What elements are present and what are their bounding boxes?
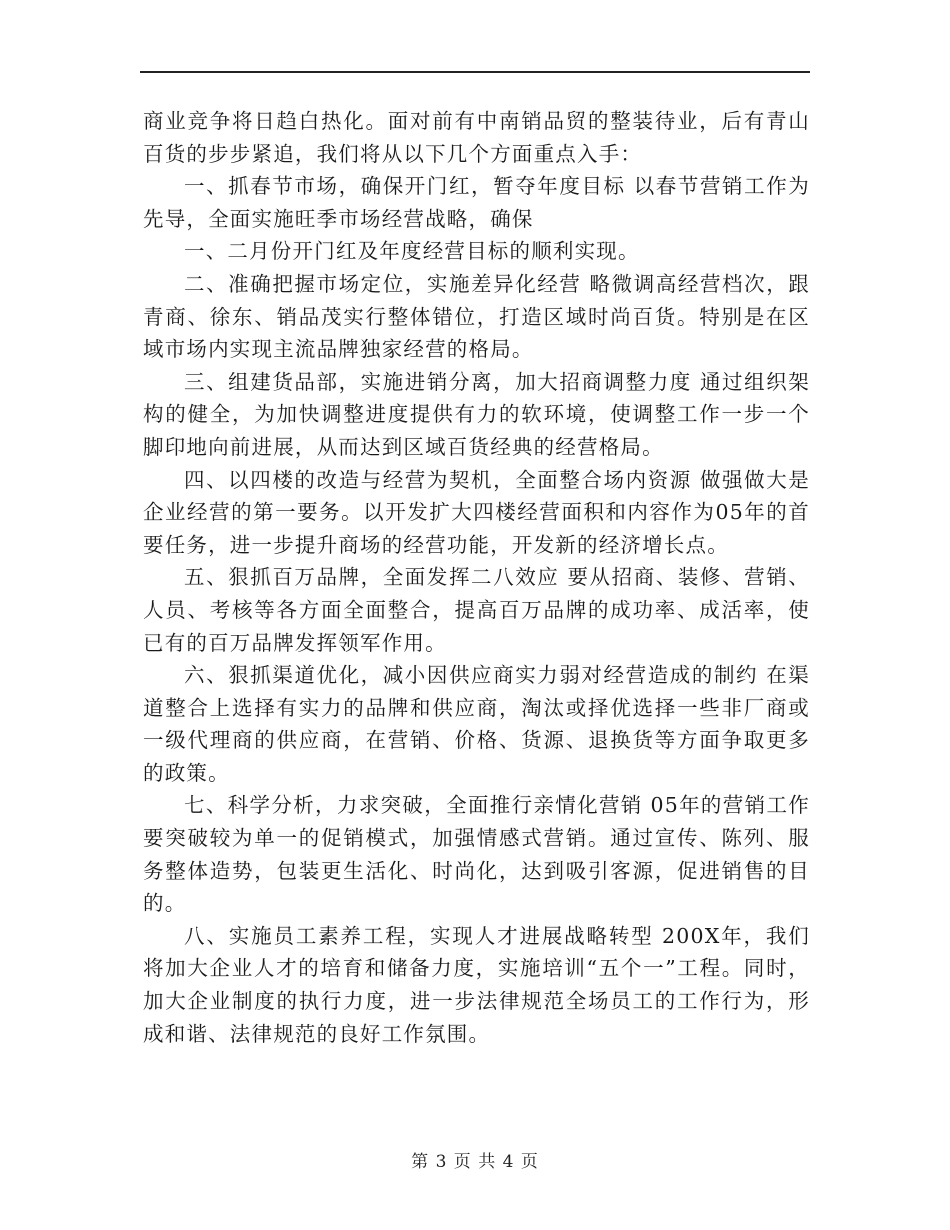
paragraph-section-8: 八、实施员工素养工程，实现人才进展战略转型 200X年，我们将加大企业人才的培育和储备力度，实施培训“五个一”工程。同时，加大企业制度的执行力度，进一步法律规范全场员工的工作行为，形成和谐、法律规范的良好工作氛围。 bbox=[143, 923, 810, 1046]
header-rule bbox=[140, 71, 810, 73]
paragraph-section-7: 七、科学分析，力求突破，全面推行亲情化营销 05年的营销工作要突破较为单一的促销模式，加强情感式营销。通过宣传、陈列、服务整体造势，包装更生活化、时尚化，达到吸引客源，促进销售的目的。 bbox=[143, 793, 810, 916]
paragraph-section-1: 一、抓春节市场，确保开门红，暂夺年度目标 以春节营销工作为先导，全面实施旺季市场经营战略，确保 bbox=[143, 174, 810, 231]
paragraph-section-5: 五、狠抓百万品牌，全面发挥二八效应 要从招商、装修、营销、人员、考核等各方面全面整合，提高百万品牌的成功率、成活率，使已有的百万品牌发挥领军作用。 bbox=[143, 565, 810, 655]
document-body bbox=[143, 105, 810, 1050]
paragraph-section-2: 二、准确把握市场定位，实施差异化经营 略微调高经营档次，跟青商、徐东、销品茂实行整体错位，打造区域时尚百货。特别是在区域市场内实现主流品牌独家经营的格局。 bbox=[143, 271, 810, 362]
paragraph-section-3: 三、组建货品部，实施进销分离，加大招商调整力度 通过组织架构的健全，为加快调整进度提供有力的软环境，使调整工作一步一个脚印地向前进展，从而达到区域百货经典的经营格局。 bbox=[143, 369, 810, 459]
paragraph: 商业竞争将日趋白热化。面对前有中南销品贸的整装待业，后有青山百货的步步紧追，我们将从以下几个方面重点入手： bbox=[143, 109, 810, 166]
paragraph-section-6: 六、狠抓渠道优化，减小因供应商实力弱对经营造成的制约 在渠道整合上选择有实力的品牌和供应商，淘汰或择优选择一些非厂商或一级代理商的供应商，在营销、价格、货源、退换货等方面争取更多的政策。 bbox=[143, 663, 810, 785]
paragraph-section-1-continued: 一、二月份开门红及年度经营目标的顺利实现。 bbox=[184, 239, 640, 264]
page-number-footer: 第 3 页 共 4 页 bbox=[411, 1152, 539, 1172]
paragraph-section-4: 四、以四楼的改造与经营为契机，全面整合场内资源 做强做大是企业经营的第一要务。以开发扩大四楼经营面积和内容作为05年的首要任务，进一步提升商场的经营功能，开发新的经济增长点。 bbox=[143, 467, 810, 557]
